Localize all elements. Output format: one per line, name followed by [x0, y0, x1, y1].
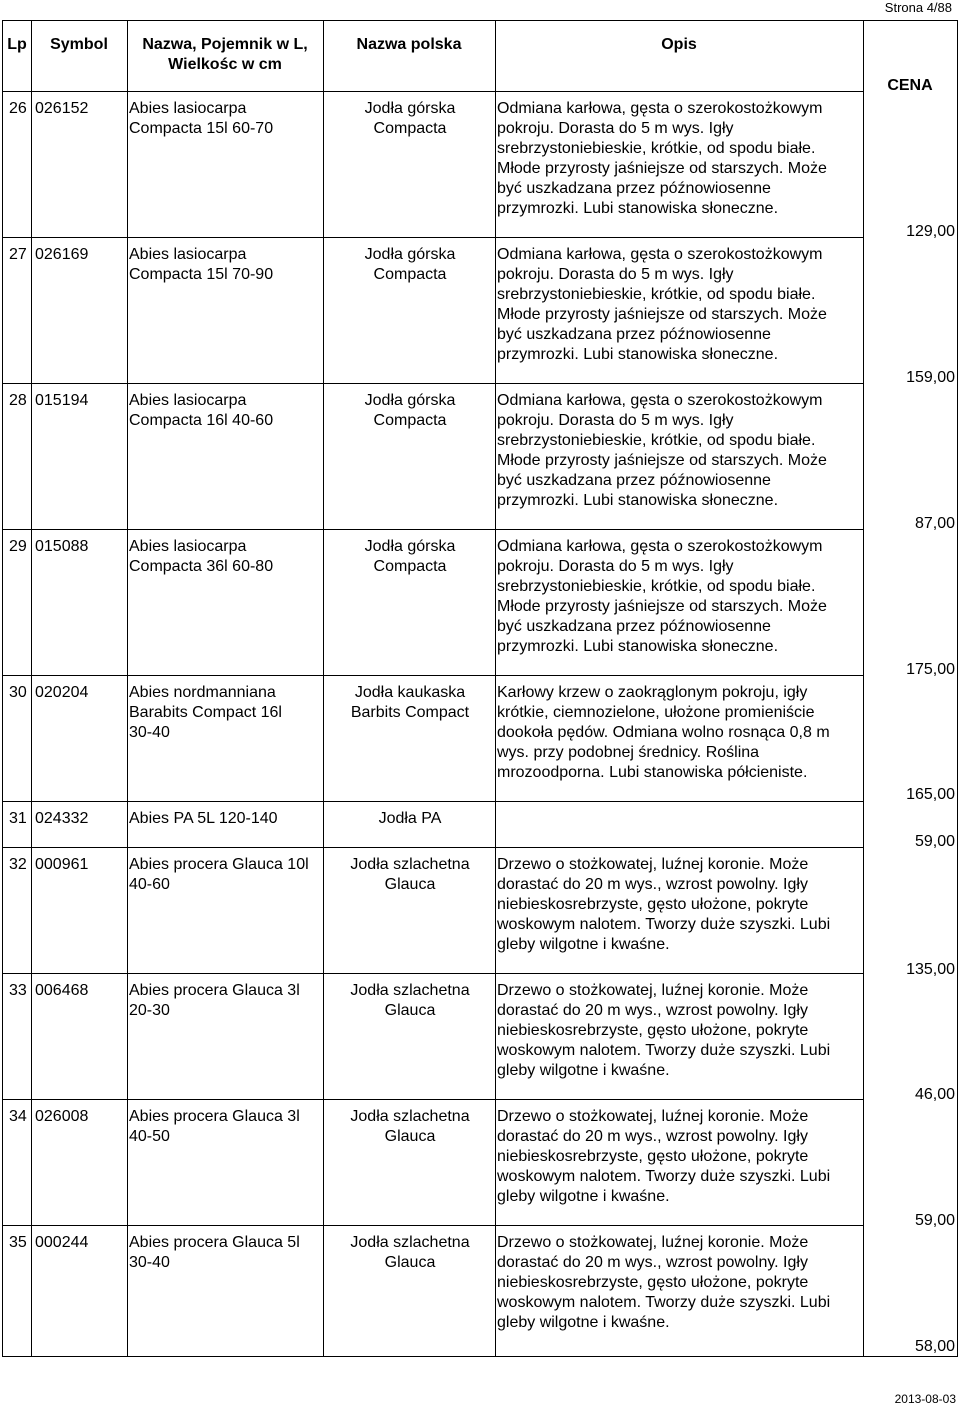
cell-line: Barabits Compact 16l — [129, 704, 282, 721]
cell-line: Compacta — [373, 558, 447, 575]
cell-name — [129, 99, 323, 139]
cell-line: Młode przyrosty jaśniejsze od starszych. Może — [497, 598, 827, 615]
cell-line: Odmiana karłowa, gęsta o szerokostożkowym — [497, 392, 823, 409]
cell-line: Compacta — [373, 120, 447, 137]
header-lp: Lp — [7, 36, 27, 53]
cell-line: Drzewo o stożkowatej, luźnej koronie. Może — [497, 982, 809, 999]
cell-line: Jodła szlachetna — [350, 1108, 470, 1125]
cell-line: pokroju. Dorasta do 5 m wys. Igły — [497, 412, 734, 429]
cell-line: pokroju. Dorasta do 5 m wys. Igły — [497, 558, 734, 575]
cell-line: woskowym nalotem. Tworzy duże szyszki. Lubi — [497, 916, 831, 933]
cell-lp: 33 — [9, 982, 27, 999]
cell-lp: 26 — [9, 100, 27, 117]
cell-line: Drzewo o stożkowatej, luźnej koronie. Może — [497, 856, 809, 873]
cell-line: dorastać do 20 m wys., wzrost powolny. Igły — [497, 876, 808, 893]
price-table — [2, 20, 958, 1357]
cell-line: Odmiana karłowa, gęsta o szerokostożkowym — [497, 538, 823, 555]
cell-line: Glauca — [384, 1002, 436, 1019]
cell-lp: 30 — [9, 684, 27, 701]
cell-line: niebieskosrebrzyste, gęsto ułożone, pokryte — [497, 1022, 809, 1039]
footer-date: 2013-08-03 — [894, 1392, 956, 1406]
cell-line: srebrzystoniebieskie, krótkie, od spodu białe. — [497, 286, 816, 303]
cell-lp: 34 — [9, 1108, 27, 1125]
cell-symbol: 000961 — [35, 856, 89, 873]
cell-line: Odmiana karłowa, gęsta o szerokostożkowym — [497, 246, 823, 263]
cell-line: Compacta 36l 60-80 — [129, 558, 274, 575]
cell-polish — [325, 1107, 495, 1147]
page-number: Strona 4/88 — [884, 0, 952, 15]
cell-name — [129, 391, 323, 431]
cell-line: Compacta 15l 70-90 — [129, 266, 274, 283]
cell-name — [129, 1233, 323, 1273]
cell-line: Abies PA 5L 120-140 — [129, 810, 278, 827]
cell-line: dorastać do 20 m wys., wzrost powolny. Igły — [497, 1254, 808, 1271]
cell-line: Abies lasiocarpa — [129, 538, 247, 555]
cell-lp: 28 — [9, 392, 27, 409]
price-value: 87,00 — [914, 515, 955, 532]
cell-name — [129, 981, 323, 1021]
header-symbol: Symbol — [50, 36, 108, 53]
cell-line: Młode przyrosty jaśniejsze od starszych. Może — [497, 160, 827, 177]
cell-line: Abies lasiocarpa — [129, 100, 247, 117]
cell-line: Jodła górska — [364, 100, 456, 117]
cell-line: gleby wilgotne i kwaśne. — [497, 1314, 670, 1331]
cell-name — [129, 855, 323, 895]
cell-polish — [325, 537, 495, 577]
cell-name — [129, 245, 323, 285]
cell-polish — [325, 809, 495, 829]
cell-symbol: 006468 — [35, 982, 89, 999]
cell-line: 20-30 — [129, 1002, 170, 1019]
cell-line: niebieskosrebrzyste, gęsto ułożone, pokryte — [497, 1274, 809, 1291]
cell-line: Abies procera Glauca 3l — [129, 1108, 300, 1125]
cell-polish — [325, 99, 495, 139]
cell-name — [129, 683, 323, 743]
cell-line: być uszkadzana przez późnowiosenne — [497, 326, 771, 343]
cell-line: Jodła kaukaska — [354, 684, 466, 701]
price-value: 175,00 — [906, 661, 955, 678]
cell-line: pokroju. Dorasta do 5 m wys. Igły — [497, 266, 734, 283]
cell-line: Jodła szlachetna — [350, 1234, 470, 1251]
cell-line: 40-60 — [129, 876, 170, 893]
cell-line: gleby wilgotne i kwaśne. — [497, 1188, 670, 1205]
cell-opis — [497, 99, 859, 219]
cell-line: Jodła szlachetna — [350, 982, 470, 999]
price-value: 46,00 — [914, 1086, 955, 1103]
cell-line: wys. przy podobnej średnicy. Roślina — [497, 744, 760, 761]
cell-name — [129, 1107, 323, 1147]
cell-line: przymrozki. Lubi stanowiska słoneczne. — [497, 346, 779, 363]
cell-line: Compacta — [373, 412, 447, 429]
price-value: 129,00 — [906, 223, 955, 240]
cell-line: srebrzystoniebieskie, krótkie, od spodu białe. — [497, 140, 816, 157]
cell-line: 30-40 — [129, 724, 170, 741]
cell-line: krótkie, ciemnozielone, ułożone promieniście — [497, 704, 815, 721]
cell-line: przymrozki. Lubi stanowiska słoneczne. — [497, 492, 779, 509]
cell-symbol: 000244 — [35, 1234, 89, 1251]
price-value: 59,00 — [914, 1212, 955, 1229]
cell-lp: 27 — [9, 246, 27, 263]
cell-opis — [497, 391, 859, 511]
cell-line: Compacta 15l 60-70 — [129, 120, 274, 137]
cell-line: Jodła PA — [378, 810, 442, 827]
cell-line: Abies procera Glauca 10l — [129, 856, 309, 873]
cell-line: niebieskosrebrzyste, gęsto ułożone, pokryte — [497, 896, 809, 913]
cell-opis — [497, 683, 859, 783]
cell-line: Glauca — [384, 1254, 436, 1271]
cell-line: woskowym nalotem. Tworzy duże szyszki. Lubi — [497, 1294, 831, 1311]
cell-line: być uszkadzana przez późnowiosenne — [497, 472, 771, 489]
cell-line: gleby wilgotne i kwaśne. — [497, 1062, 670, 1079]
cell-polish — [325, 981, 495, 1021]
cell-opis — [497, 245, 859, 365]
cell-opis — [497, 537, 859, 657]
cell-polish — [325, 855, 495, 895]
cell-polish — [325, 245, 495, 285]
cell-line: Abies lasiocarpa — [129, 246, 247, 263]
cell-line: gleby wilgotne i kwaśne. — [497, 936, 670, 953]
cell-line: Jodła górska — [364, 538, 456, 555]
cell-line: Jodła górska — [364, 392, 456, 409]
cell-opis — [497, 981, 859, 1081]
cell-polish — [325, 1233, 495, 1273]
cell-line: Glauca — [384, 1128, 436, 1145]
cell-line: woskowym nalotem. Tworzy duże szyszki. Lubi — [497, 1042, 831, 1059]
cell-line: woskowym nalotem. Tworzy duże szyszki. Lubi — [497, 1168, 831, 1185]
cell-lp: 31 — [9, 810, 27, 827]
cell-line: być uszkadzana przez późnowiosenne — [497, 618, 771, 635]
header-polish-name: Nazwa polska — [356, 36, 462, 53]
cell-line: Glauca — [384, 876, 436, 893]
cell-line: Abies lasiocarpa — [129, 392, 247, 409]
cell-symbol: 020204 — [35, 684, 89, 701]
cell-line: Odmiana karłowa, gęsta o szerokostożkowym — [497, 100, 823, 117]
cell-lp: 35 — [9, 1234, 27, 1251]
cell-line: Jodła szlachetna — [350, 856, 470, 873]
cell-line: Młode przyrosty jaśniejsze od starszych. Może — [497, 306, 827, 323]
cell-line: srebrzystoniebieskie, krótkie, od spodu białe. — [497, 432, 816, 449]
cell-symbol: 024332 — [35, 810, 89, 827]
cell-line: Compacta 16l 40-60 — [129, 412, 274, 429]
cell-symbol: 015194 — [35, 392, 89, 409]
cell-name — [129, 537, 323, 577]
cell-line: Młode przyrosty jaśniejsze od starszych. Może — [497, 452, 827, 469]
price-value: 59,00 — [914, 833, 955, 850]
price-value: 165,00 — [906, 786, 955, 803]
cell-lp: 29 — [9, 538, 27, 555]
cell-symbol: 026169 — [35, 246, 89, 263]
cell-symbol: 015088 — [35, 538, 89, 555]
cell-line: Jodła górska — [364, 246, 456, 263]
header-name: Nazwa, Pojemnik w L, Wielkośc w cm — [142, 36, 308, 73]
cell-line: mrozoodporna. Lubi stanowiska półcieniste. — [497, 764, 808, 781]
cell-polish — [325, 391, 495, 431]
cell-opis — [497, 1233, 859, 1333]
cell-symbol: 026152 — [35, 100, 89, 117]
cell-symbol: 026008 — [35, 1108, 89, 1125]
cell-line: dookoła pędów. Odmiana wolno rosnąca 0,8 m — [497, 724, 830, 741]
cell-lp: 32 — [9, 856, 27, 873]
cell-line: być uszkadzana przez późnowiosenne — [497, 180, 771, 197]
cell-line: Barbits Compact — [350, 704, 470, 721]
cell-polish — [325, 683, 495, 723]
cell-line: Compacta — [373, 266, 447, 283]
cell-line: 40-50 — [129, 1128, 170, 1145]
cell-line: Abies procera Glauca 5l — [129, 1234, 300, 1251]
header-opis: Opis — [661, 36, 697, 53]
price-value: 159,00 — [906, 369, 955, 386]
cell-line: niebieskosrebrzyste, gęsto ułożone, pokryte — [497, 1148, 809, 1165]
cell-line: przymrozki. Lubi stanowiska słoneczne. — [497, 638, 779, 655]
cell-line: 30-40 — [129, 1254, 170, 1271]
cell-line: Drzewo o stożkowatej, luźnej koronie. Może — [497, 1108, 809, 1125]
cell-line: Abies procera Glauca 3l — [129, 982, 300, 999]
cell-line: przymrozki. Lubi stanowiska słoneczne. — [497, 200, 779, 217]
cell-name — [129, 809, 323, 829]
cell-opis — [497, 1107, 859, 1207]
cell-line: dorastać do 20 m wys., wzrost powolny. Igły — [497, 1128, 808, 1145]
cell-line: Abies nordmanniana — [129, 684, 276, 701]
cell-line: srebrzystoniebieskie, krótkie, od spodu białe. — [497, 578, 816, 595]
cell-line: dorastać do 20 m wys., wzrost powolny. Igły — [497, 1002, 808, 1019]
cell-opis — [497, 855, 859, 955]
cell-line: Karłowy krzew o zaokrąglonym pokroju, igły — [497, 684, 808, 701]
header-cena: CENA — [887, 77, 933, 94]
cell-line: pokroju. Dorasta do 5 m wys. Igły — [497, 120, 734, 137]
price-value: 135,00 — [906, 961, 955, 978]
cell-line: Drzewo o stożkowatej, luźnej koronie. Może — [497, 1234, 809, 1251]
price-value: 58,00 — [914, 1338, 955, 1355]
